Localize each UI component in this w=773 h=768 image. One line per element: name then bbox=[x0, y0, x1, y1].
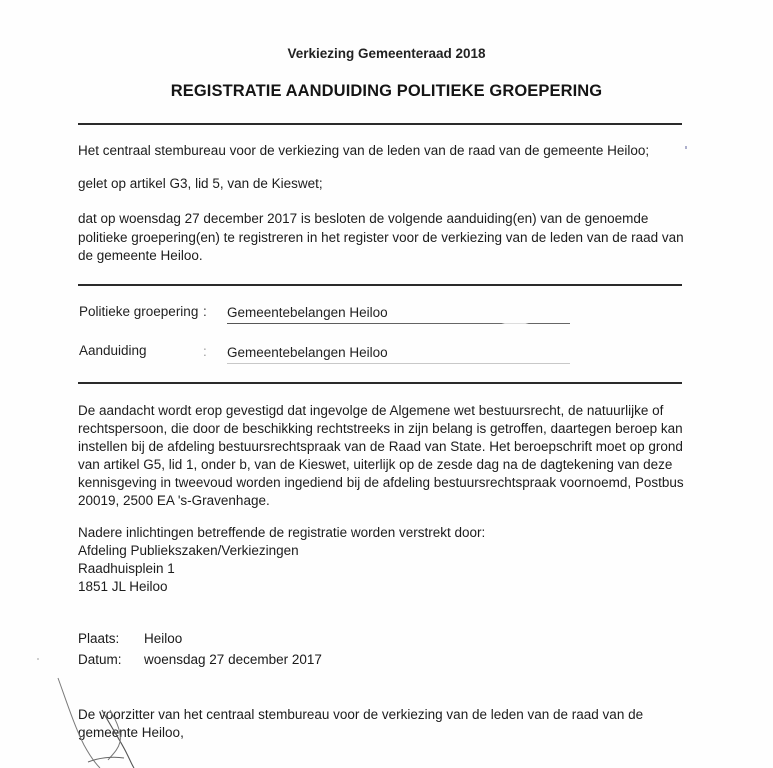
field-label-politieke-groepering: Politieke groepering bbox=[79, 304, 199, 319]
closing-line: De voorzitter van het centraal stembureau voor de verkiezing van de leden van de raad van de bbox=[78, 707, 644, 722]
intro-paragraph-3-line: politieke groepering(en) te registreren in het register voor de verkiezing van de leden van de raad van bbox=[78, 229, 684, 245]
scan-speck bbox=[685, 146, 687, 149]
intro-paragraph-3-line: dat op woensdag 27 december 2017 is besloten de volgende aanduiding(en) van de genoemde bbox=[78, 211, 649, 226]
date-value: woensdag 27 december 2017 bbox=[144, 652, 322, 667]
contact-street: Raadhuisplein 1 bbox=[78, 561, 175, 576]
contact-department: Afdeling Publiekszaken/Verkiezingen bbox=[78, 543, 299, 558]
legal-notice-line: rechtspersoon, die door de beschikking rechtstreeks in zijn belang is getroffen, daartegen beroep kan bbox=[78, 421, 683, 436]
scan-speck bbox=[37, 658, 39, 660]
field-underline bbox=[227, 323, 570, 324]
divider-fields-bottom bbox=[78, 382, 682, 384]
legal-notice-line: instellen bij de afdeling bestuursrechtspraak van de Raad van State. Het beroepschrift moet op grond bbox=[78, 439, 683, 454]
divider-top bbox=[78, 123, 682, 125]
place-value: Heiloo bbox=[144, 631, 183, 646]
legal-notice-line: 20019, 2500 EA 's-Gravenhage. bbox=[78, 493, 270, 508]
closing-line: gemeente Heiloo, bbox=[78, 725, 184, 740]
field-label-aanduiding: Aanduiding bbox=[79, 343, 147, 358]
legal-notice-line: kennisgeving in tweevoud worden ingediend bij de afdeling bestuursrechtspraak voornoemd, Postbus bbox=[78, 475, 684, 490]
divider-fields-top bbox=[78, 284, 682, 286]
closing-statement bbox=[78, 706, 698, 742]
document-title: REGISTRATIE AANDUIDING POLITIEKE GROEPERING bbox=[170, 82, 603, 100]
date-label: Datum: bbox=[78, 652, 122, 667]
field-value-politieke-groepering: Gemeentebelangen Heiloo bbox=[227, 305, 388, 320]
contact-block bbox=[78, 524, 698, 596]
document-subtitle: Verkiezing Gemeenteraad 2018 bbox=[287, 46, 486, 61]
contact-intro: Nadere inlichtingen betreffende de registratie worden verstrekt door: bbox=[78, 525, 486, 540]
place-label: Plaats: bbox=[78, 631, 120, 646]
field-underline bbox=[227, 363, 570, 364]
legal-notice bbox=[78, 402, 698, 510]
intro-paragraph-2: gelet op artikel G3, lid 5, van de Kieswet; bbox=[78, 176, 323, 191]
field-value-aanduiding: Gemeentebelangen Heiloo bbox=[227, 345, 388, 360]
legal-notice-line: De aandacht wordt erop gevestigd dat ingevolge de Algemene wet bestuursrecht, de natuurlijke of bbox=[78, 403, 664, 418]
contact-postal-city: 1851 JL Heiloo bbox=[78, 579, 168, 594]
intro-paragraph-3-line: de gemeente Heiloo. bbox=[78, 248, 203, 263]
field-colon: : bbox=[203, 304, 207, 319]
field-colon: : bbox=[203, 344, 207, 359]
intro-paragraph-3 bbox=[78, 210, 684, 266]
legal-notice-line: van artikel G5, lid 1, onder b, van de Kieswet, uiterlijk op de zesde dag na de dagtekening van deze bbox=[78, 457, 673, 472]
intro-paragraph-1: Het centraal stembureau voor de verkiezing van de leden van de raad van de gemeente Heiloo; bbox=[78, 143, 650, 158]
